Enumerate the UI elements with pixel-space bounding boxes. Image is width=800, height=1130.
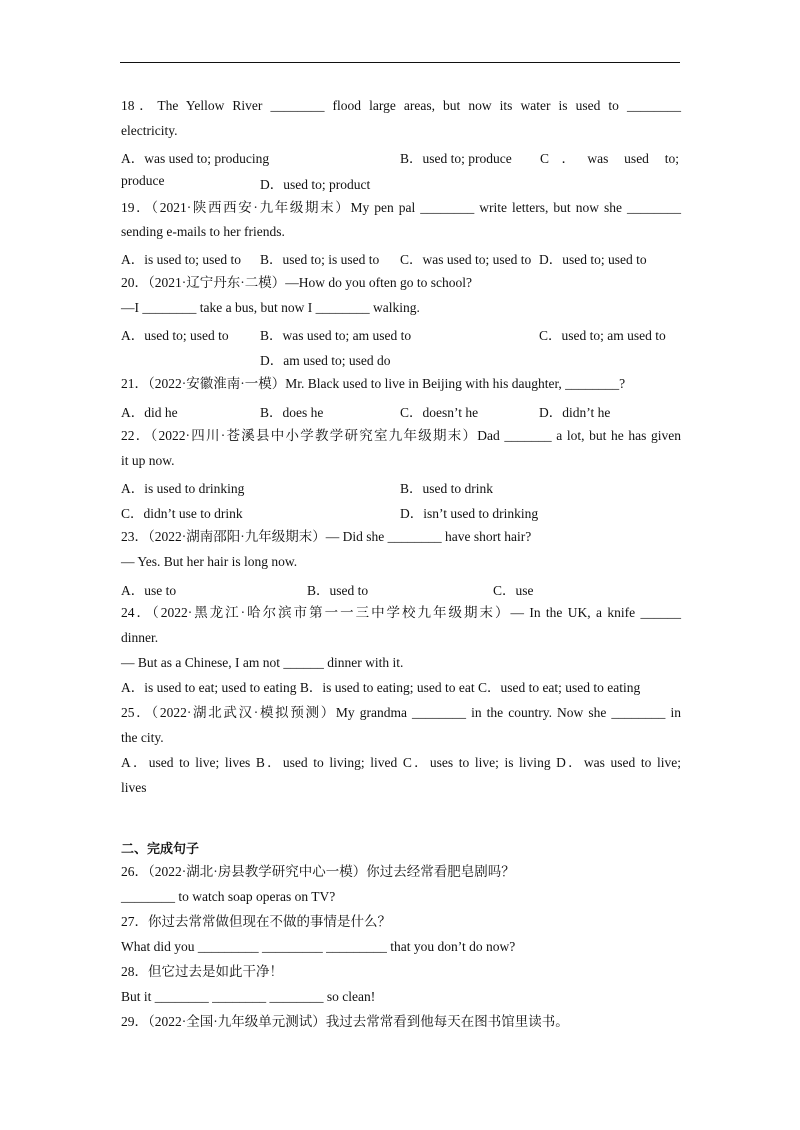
question-24-stem-cont: dinner. (121, 630, 159, 645)
question-23-option-a[interactable]: A．use to (121, 583, 177, 598)
question-19-option-b[interactable]: B．used to; is used to (260, 252, 380, 267)
question-22-stem: 22．（2022·四川·苍溪县中小学教学研究室九年级期末）Dad _______ a lot, but he has given (121, 428, 681, 443)
question-18-stem: 18．The Yellow River ________ flood large areas, but now its water is used to ________ (121, 98, 681, 113)
question-18-option-b[interactable]: B．used to; produce (400, 151, 512, 166)
question-28-stem: 28．但它过去是如此干净！ (121, 964, 283, 979)
question-18-option-c-cont: produce (121, 173, 165, 188)
question-18-option-d[interactable]: D．used to; product (260, 177, 371, 192)
question-23-option-c[interactable]: C．use (493, 583, 534, 598)
question-25-stem-cont: the city. (121, 730, 164, 745)
question-28-answer-line: But it ________ ________ ________ so clean! (121, 989, 376, 1004)
question-22-stem-cont: it up now. (121, 453, 175, 468)
question-22-option-c[interactable]: C．didn’t use to drink (121, 506, 243, 521)
question-21-option-a[interactable]: A．did he (121, 405, 178, 420)
question-25-options[interactable]: A．used to live; lives B．used to living; lived C．uses to live; is living D．was used to live; (121, 755, 681, 770)
question-21-option-d[interactable]: D．didn’t he (539, 405, 611, 420)
question-20-option-d[interactable]: D．am used to; used do (260, 353, 391, 368)
question-22-option-b[interactable]: B．used to drink (400, 481, 493, 496)
question-18-option-c[interactable]: C．was used to; (540, 151, 679, 166)
question-24-stem-reply: — But as a Chinese, I am not ______ dinner with it. (121, 655, 404, 670)
question-26-stem: 26．（2022·湖北·房县教学研究中心一模）你过去经常看肥皂剧吗？ (121, 864, 515, 879)
question-21-stem: 21．（2022·安徽淮南·一模）Mr. Black used to live in Beijing with his daughter, ________? (121, 376, 626, 391)
question-19-option-d[interactable]: D．used to; used to (539, 252, 647, 267)
question-22-option-d[interactable]: D．isn’t used to drinking (400, 506, 539, 521)
question-20-stem-cont: —I ________ take a bus, but now I ________ walking. (121, 300, 420, 315)
question-18-option-a[interactable]: A．was used to; producing (121, 151, 270, 166)
question-23-stem: 23．（2022·湖南邵阳·九年级期末）— Did she ________ have short hair? (121, 529, 532, 544)
question-20-option-b[interactable]: B．was used to; am used to (260, 328, 412, 343)
question-26-answer-line: ________ to watch soap operas on TV? (121, 889, 336, 904)
question-27-answer-line: What did you _________ _________ _________ that you don’t do now? (121, 939, 516, 954)
question-19-stem-cont: sending e-mails to her friends. (121, 224, 285, 239)
question-18-stem-cont: electricity. (121, 123, 178, 138)
question-23-stem-cont: — Yes. But her hair is long now. (121, 554, 298, 569)
header-rule (120, 62, 680, 63)
question-19-option-a[interactable]: A．is used to; used to (121, 252, 241, 267)
question-24-options[interactable]: A．is used to eat; used to eating B．is used to eating; used to eat C．used to eat; used to eating (121, 680, 641, 695)
section-2-title: 二、完成句子 (121, 842, 200, 857)
question-20-stem: 20．（2021·辽宁丹东·二模）—How do you often go to school? (121, 275, 472, 290)
question-25-stem: 25．（2022·湖北武汉·模拟预测）My grandma ________ in the country. Now she ________ in (121, 705, 681, 720)
question-20-option-a[interactable]: A．used to; used to (121, 328, 229, 343)
question-27-stem: 27．你过去常常做但现在不做的事情是什么？ (121, 914, 391, 929)
question-29-stem: 29．（2022·全国·九年级单元测试）我过去常常看到他每天在图书馆里读书。 (121, 1014, 569, 1029)
question-22-option-a[interactable]: A．is used to drinking (121, 481, 245, 496)
question-19-stem: 19．（2021·陕西西安·九年级期末）My pen pal ________ write letters, but now she ________ (121, 200, 681, 215)
question-25-options-cont: lives (121, 780, 147, 795)
question-21-option-c[interactable]: C．doesn’t he (400, 405, 479, 420)
question-19-option-c[interactable]: C．was used to; used to (400, 252, 532, 267)
question-24-stem: 24．（2022·黑龙江·哈尔滨市第一一三中学校九年级期末）— In the UK, a knife ______ (121, 605, 681, 620)
question-23-option-b[interactable]: B．used to (307, 583, 369, 598)
question-21-option-b[interactable]: B．does he (260, 405, 324, 420)
question-20-option-c[interactable]: C．used to; am used to (539, 328, 666, 343)
